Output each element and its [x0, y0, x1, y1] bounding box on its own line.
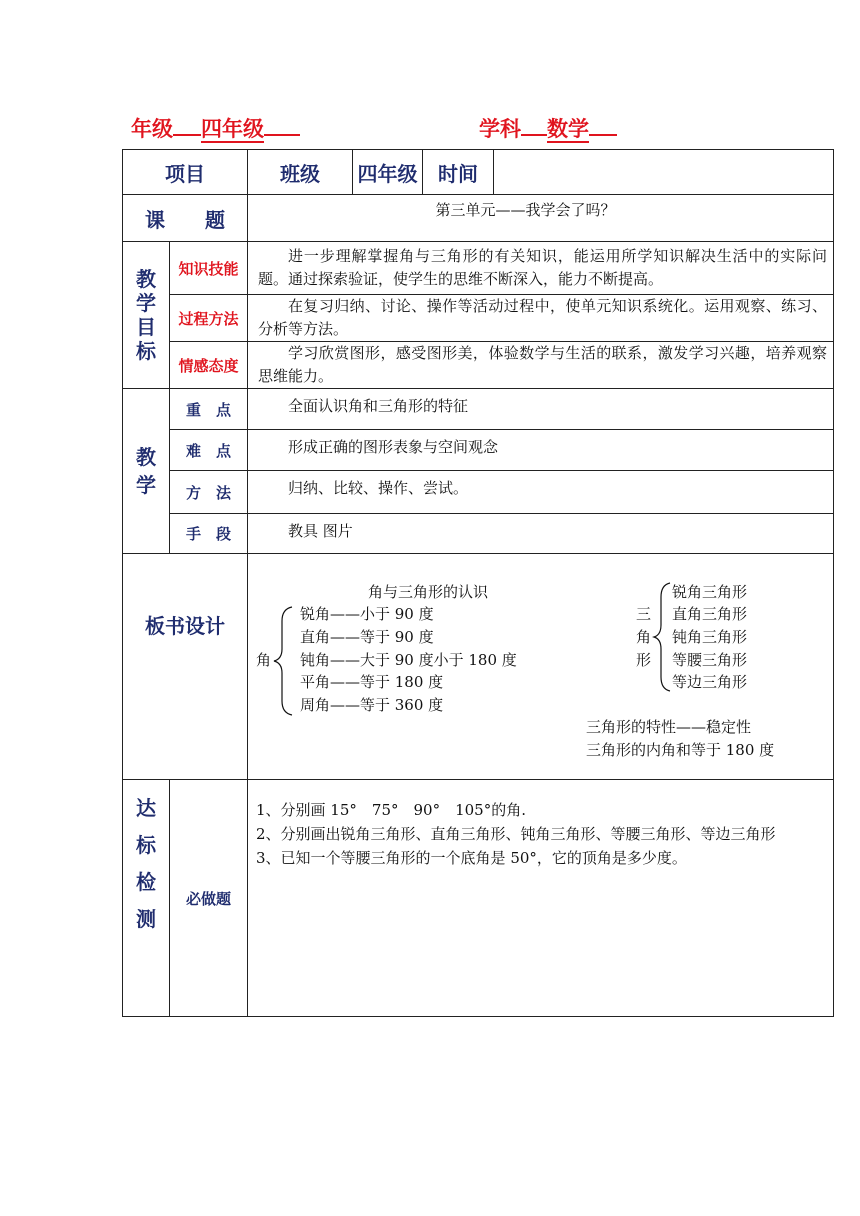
question-item: 3、已知一个等腰三角形的一个底角是 50°，它的顶角是多少度。	[256, 849, 687, 867]
check-label-char: 标	[136, 833, 156, 857]
board-content	[248, 555, 833, 779]
table-row	[123, 342, 834, 389]
board-design	[248, 554, 834, 780]
angle-item: 周角——等于 360 度	[300, 695, 444, 714]
board-note: 三角形的内角和等于 180 度	[586, 740, 775, 759]
triangle-item: 直角三角形	[672, 604, 748, 623]
teaching-method-label: 方 法	[170, 471, 248, 514]
subject-label: 学科	[479, 117, 521, 141]
underline	[173, 134, 201, 136]
underline	[264, 134, 300, 136]
teaching-key-text: 全面认识角和三角形的特征	[248, 389, 834, 430]
document-header	[131, 113, 831, 143]
goal-text: 在复习归纳、讨论、操作等活动过程中，使单元知识系统化。运用观察、练习、分析等方法。	[248, 295, 834, 342]
table-row	[123, 242, 834, 295]
triangle-label-char: 形	[636, 650, 652, 669]
teaching-key-label: 重 点	[170, 389, 248, 430]
goal-label: 知识技能	[170, 242, 248, 295]
goal-text: 学习欣赏图形，感受图形美，体验数学与生活的联系，激发学习兴趣，培养观察思维能力。	[248, 342, 834, 389]
triangle-item: 锐角三角形	[672, 582, 748, 601]
angle-item: 直角——等于 90 度	[300, 627, 434, 646]
check-label-char: 达	[136, 796, 156, 820]
table-row	[123, 295, 834, 342]
grade-label: 年级	[131, 117, 173, 141]
goal-label: 情感态度	[170, 342, 248, 389]
triangle-item: 钝角三角形	[672, 627, 748, 646]
teaching-difficulty-label: 难 点	[170, 430, 248, 471]
teaching-means-text: 教具 图片	[248, 514, 834, 554]
angle-label: 角	[256, 650, 272, 669]
goals-label	[123, 242, 170, 389]
must-label: 必做题	[170, 780, 248, 1017]
class-label: 班级	[248, 150, 353, 195]
table-row	[123, 471, 834, 514]
table-row	[123, 780, 834, 1017]
triangle-brace-icon	[652, 581, 672, 693]
triangle-label-char: 角	[636, 627, 652, 646]
table-row	[123, 195, 834, 242]
grade-value: 四年级	[201, 117, 264, 141]
goal-label: 过程方法	[170, 295, 248, 342]
triangle-label-char: 三	[636, 604, 652, 623]
teaching-method-text: 归纳、比较、操作、尝试。	[248, 471, 834, 514]
table-row	[123, 389, 834, 430]
angle-brace-icon	[272, 605, 296, 717]
goals-label-text: 教学目标	[136, 267, 156, 363]
questions	[248, 780, 834, 1017]
angle-item: 平角——等于 180 度	[300, 672, 444, 691]
board-title: 角与三角形的认识	[368, 582, 489, 601]
triangle-item: 等边三角形	[672, 672, 748, 691]
underline	[521, 134, 547, 136]
triangle-item: 等腰三角形	[672, 650, 748, 669]
board-label: 板书设计	[123, 554, 248, 780]
topic-label: 课 题	[123, 195, 248, 242]
table-row	[123, 554, 834, 780]
teaching-label	[123, 389, 170, 554]
board-note: 三角形的特性——稳定性	[586, 717, 752, 736]
lesson-plan-table	[122, 149, 834, 1017]
check-label-chars	[123, 790, 169, 938]
teaching-label-text: 教学	[136, 445, 156, 497]
angle-item: 锐角——小于 90 度	[300, 604, 434, 623]
time-label: 时间	[423, 150, 494, 195]
table-row	[123, 150, 834, 195]
goal-text: 进一步理解掌握角与三角形的有关知识，能运用所学知识解决生活中的实际问题。通过探索验证，使学生的思维不断深入，能力不断提高。	[248, 242, 834, 295]
class-value: 四年级	[353, 150, 423, 195]
check-label-char: 测	[136, 907, 156, 931]
topic-value: 第三单元——我学会了吗？	[248, 195, 834, 242]
check-label-char: 检	[136, 870, 156, 894]
teaching-means-label: 手 段	[170, 514, 248, 554]
item-header: 项目	[123, 150, 248, 195]
table-row	[123, 430, 834, 471]
question-item: 2、分别画出锐角三角形、直角三角形、钝角三角形、等腰三角形、等边三角形	[256, 825, 776, 843]
question-item: 1、分别画 15° 75° 90° 105°的角.	[256, 801, 526, 819]
grade-field	[131, 113, 300, 143]
check-label	[123, 780, 170, 1017]
subject-field	[479, 113, 617, 143]
time-value	[494, 150, 834, 195]
teaching-difficulty-text: 形成正确的图形表象与空间观念	[248, 430, 834, 471]
underline	[589, 134, 617, 136]
subject-value: 数学	[547, 117, 589, 141]
table-row	[123, 514, 834, 554]
angle-item: 钝角——大于 90 度小于 180 度	[300, 650, 517, 669]
